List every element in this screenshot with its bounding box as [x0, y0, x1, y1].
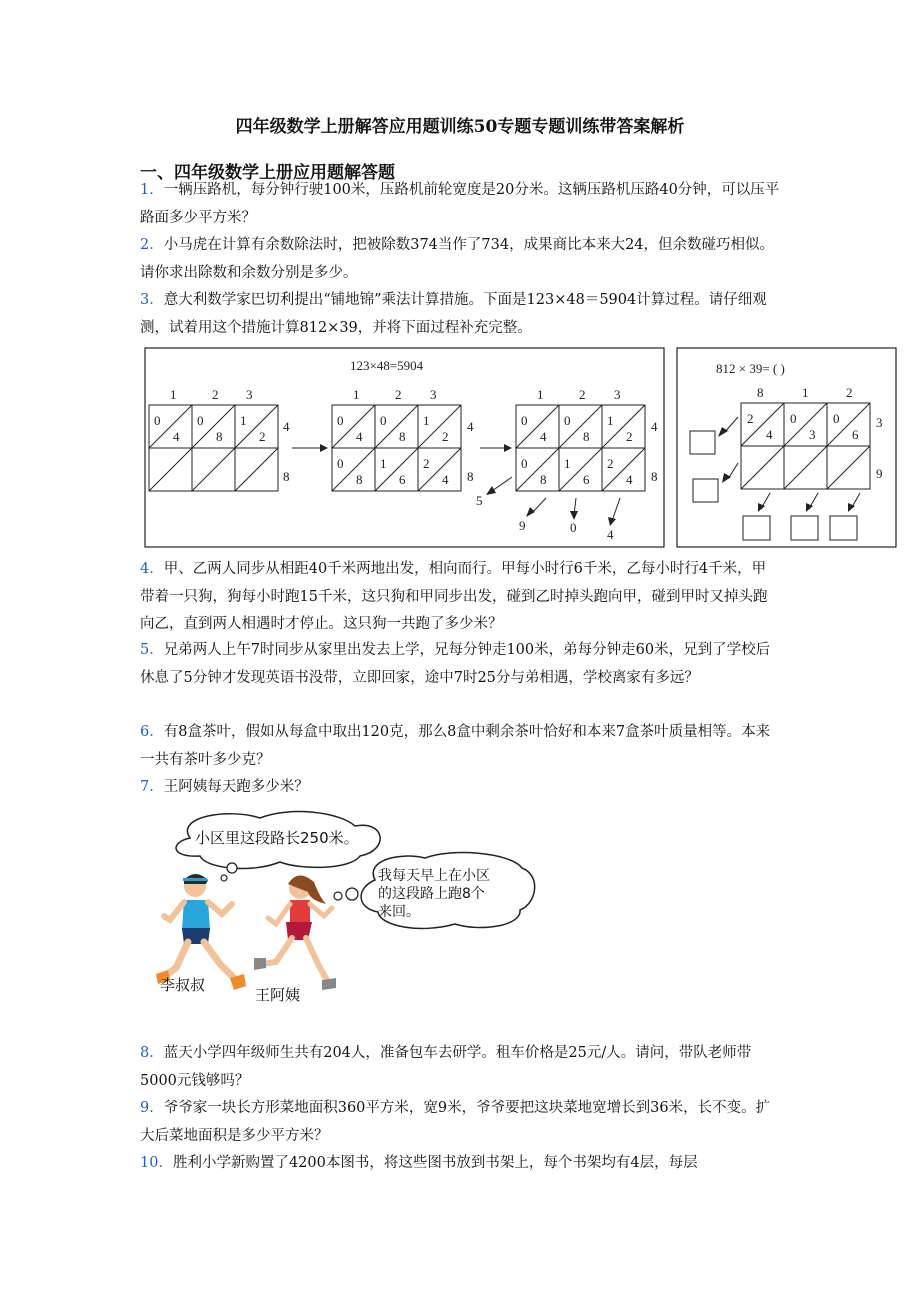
runner-man-icon: [156, 874, 246, 990]
svg-text:1: 1: [423, 413, 430, 428]
svg-text:0: 0: [337, 456, 344, 471]
lattice-grid-1: [149, 387, 290, 491]
svg-text:来回。: 来回。: [378, 904, 420, 920]
svg-text:0: 0: [154, 413, 161, 428]
svg-text:2: 2: [395, 387, 402, 402]
svg-text:1: 1: [240, 413, 247, 428]
svg-text:我每天早上在小区: 我每天早上在小区: [378, 868, 490, 884]
svg-text:2: 2: [579, 387, 586, 402]
svg-text:4: 4: [173, 429, 180, 444]
svg-text:2: 2: [442, 429, 449, 444]
svg-text:3: 3: [246, 387, 253, 402]
question-7: 7．王阿姨每天跑多少米？: [140, 779, 309, 795]
svg-text:0: 0: [521, 413, 528, 428]
svg-text:8: 8: [216, 429, 223, 444]
svg-text:的这段路上跑8个: 的这段路上跑8个: [378, 886, 485, 902]
label-wang: 王阿姨: [255, 986, 301, 1004]
svg-text:4: 4: [283, 419, 290, 434]
lattice-grid-2: [332, 387, 474, 491]
svg-text:8: 8: [540, 472, 547, 487]
answer-box: [743, 516, 770, 540]
question-3: 3．意大利数学家巴切利提出“铺地锦”乘法计算措施。下面是123×48＝5904计算过程。请仔细观测，试着用这个措施计算812×39，并将下面过程补充完整。: [140, 292, 767, 336]
question-8: 8．蓝天小学四年级师生共有204人，准备包车去研学。租车价格是25元/人。请问，带队老师带5000元钱够吗？: [140, 1045, 752, 1089]
section-heading: 一、四年级数学上册应用题解答题: [140, 163, 395, 183]
svg-text:3: 3: [809, 427, 816, 442]
svg-text:0: 0: [570, 520, 577, 535]
svg-text:0: 0: [197, 413, 204, 428]
svg-text:小区里这段路长250米。: 小区里这段路长250米。: [195, 829, 359, 847]
answer-box: [690, 431, 715, 454]
svg-text:3: 3: [876, 415, 883, 430]
svg-text:2: 2: [626, 429, 633, 444]
svg-text:8: 8: [583, 429, 590, 444]
svg-text:2: 2: [607, 456, 614, 471]
svg-text:2: 2: [423, 456, 430, 471]
svg-text:8: 8: [467, 469, 474, 484]
example-title: 123×48=5904: [350, 358, 424, 373]
question-2: 2．小马虎在计算有余数除法时，把被除数374当作了734，成果商比本来大24，但余数碰巧相似。请你求出除数和余数分别是多少。: [140, 237, 775, 281]
svg-text:1: 1: [380, 456, 387, 471]
question-6: 6．有8盒茶叶，假如从每盒中取出120克，那么8盒中剩余茶叶恰好和本来7盒茶叶质量相等。本来一共有茶叶多少克？: [140, 724, 771, 768]
runner-woman-icon: [254, 875, 336, 990]
question-1: 1．一辆压路机，每分钟行驶100米，压路机前轮宽度是20分米。这辆压路机压路40分钟，可以压平路面多少平方米？: [140, 182, 780, 226]
lattice-figure: [140, 345, 900, 550]
svg-text:6: 6: [852, 427, 859, 442]
svg-text:0: 0: [564, 413, 571, 428]
svg-text:8: 8: [283, 469, 290, 484]
svg-text:3: 3: [614, 387, 621, 402]
answer-box: [693, 479, 718, 502]
svg-text:0: 0: [380, 413, 387, 428]
svg-text:0: 0: [790, 411, 797, 426]
svg-text:6: 6: [583, 472, 590, 487]
speech-bubble-1: [176, 812, 380, 881]
svg-text:8: 8: [651, 469, 658, 484]
svg-text:0: 0: [521, 456, 528, 471]
svg-text:1: 1: [802, 385, 809, 400]
question-5: 5．兄弟两人上午7时同步从家里出发去上学，兄每分钟走100米，弟每分钟走60米，兄到了学校后休息了5分钟才发现英语书没带，立即回家，途中7时25分与弟相遇，学校离家有多远？: [140, 642, 771, 686]
label-li: 李叔叔: [160, 976, 206, 994]
question-9: 9．爷爷家一块长方形菜地面积360平方米，宽9米，爷爷要把这块菜地宽增长到36米，长不变。扩大后菜地面积是多少平方米？: [140, 1100, 771, 1144]
svg-text:5: 5: [476, 493, 483, 508]
lattice-grid-3: [476, 387, 658, 542]
svg-text:812 × 39= ( ): 812 × 39= ( ): [716, 361, 785, 376]
svg-text:3: 3: [430, 387, 437, 402]
question-10: 10．胜利小学新购置了4200本图书，将这些图书放到书架上，每个书架均有4层，每层: [140, 1155, 698, 1171]
svg-text:9: 9: [876, 466, 883, 481]
svg-text:2: 2: [259, 429, 266, 444]
svg-text:1: 1: [170, 387, 177, 402]
svg-text:4: 4: [442, 472, 449, 487]
answer-box: [791, 516, 818, 540]
document-title: 四年级数学上册解答应用题训练50专题专题训练带答案解析: [235, 117, 685, 137]
svg-text:1: 1: [607, 413, 614, 428]
speech-bubble-2: [334, 853, 535, 929]
svg-text:6: 6: [399, 472, 406, 487]
svg-text:4: 4: [766, 427, 773, 442]
svg-text:4: 4: [607, 527, 614, 542]
svg-text:1: 1: [537, 387, 544, 402]
svg-text:8: 8: [356, 472, 363, 487]
svg-text:4: 4: [626, 472, 633, 487]
svg-text:2: 2: [846, 385, 853, 400]
question-4: 4．甲、乙两人同步从相距40千米两地出发，相向而行。甲每小时行6千米，乙每小时行4千米，甲带着一只狗，狗每小时跑15千米，这只狗和甲同步出发，碰到乙时掉头跑向甲，碰到甲时又掉头跑向乙，直到两人相遇时才停止。这只狗一共跑了多少米？: [140, 561, 768, 632]
svg-text:0: 0: [337, 413, 344, 428]
svg-text:8: 8: [399, 429, 406, 444]
svg-text:4: 4: [540, 429, 547, 444]
svg-text:9: 9: [519, 518, 526, 533]
svg-text:8: 8: [757, 385, 764, 400]
svg-text:2: 2: [747, 411, 754, 426]
svg-text:4: 4: [467, 419, 474, 434]
svg-text:2: 2: [212, 387, 219, 402]
svg-text:1: 1: [564, 456, 571, 471]
running-cartoon: [150, 808, 550, 1013]
svg-text:4: 4: [356, 429, 363, 444]
svg-text:4: 4: [651, 419, 658, 434]
svg-text:0: 0: [833, 411, 840, 426]
svg-text:1: 1: [353, 387, 360, 402]
answer-box: [830, 516, 857, 540]
lattice-task: [677, 348, 896, 547]
